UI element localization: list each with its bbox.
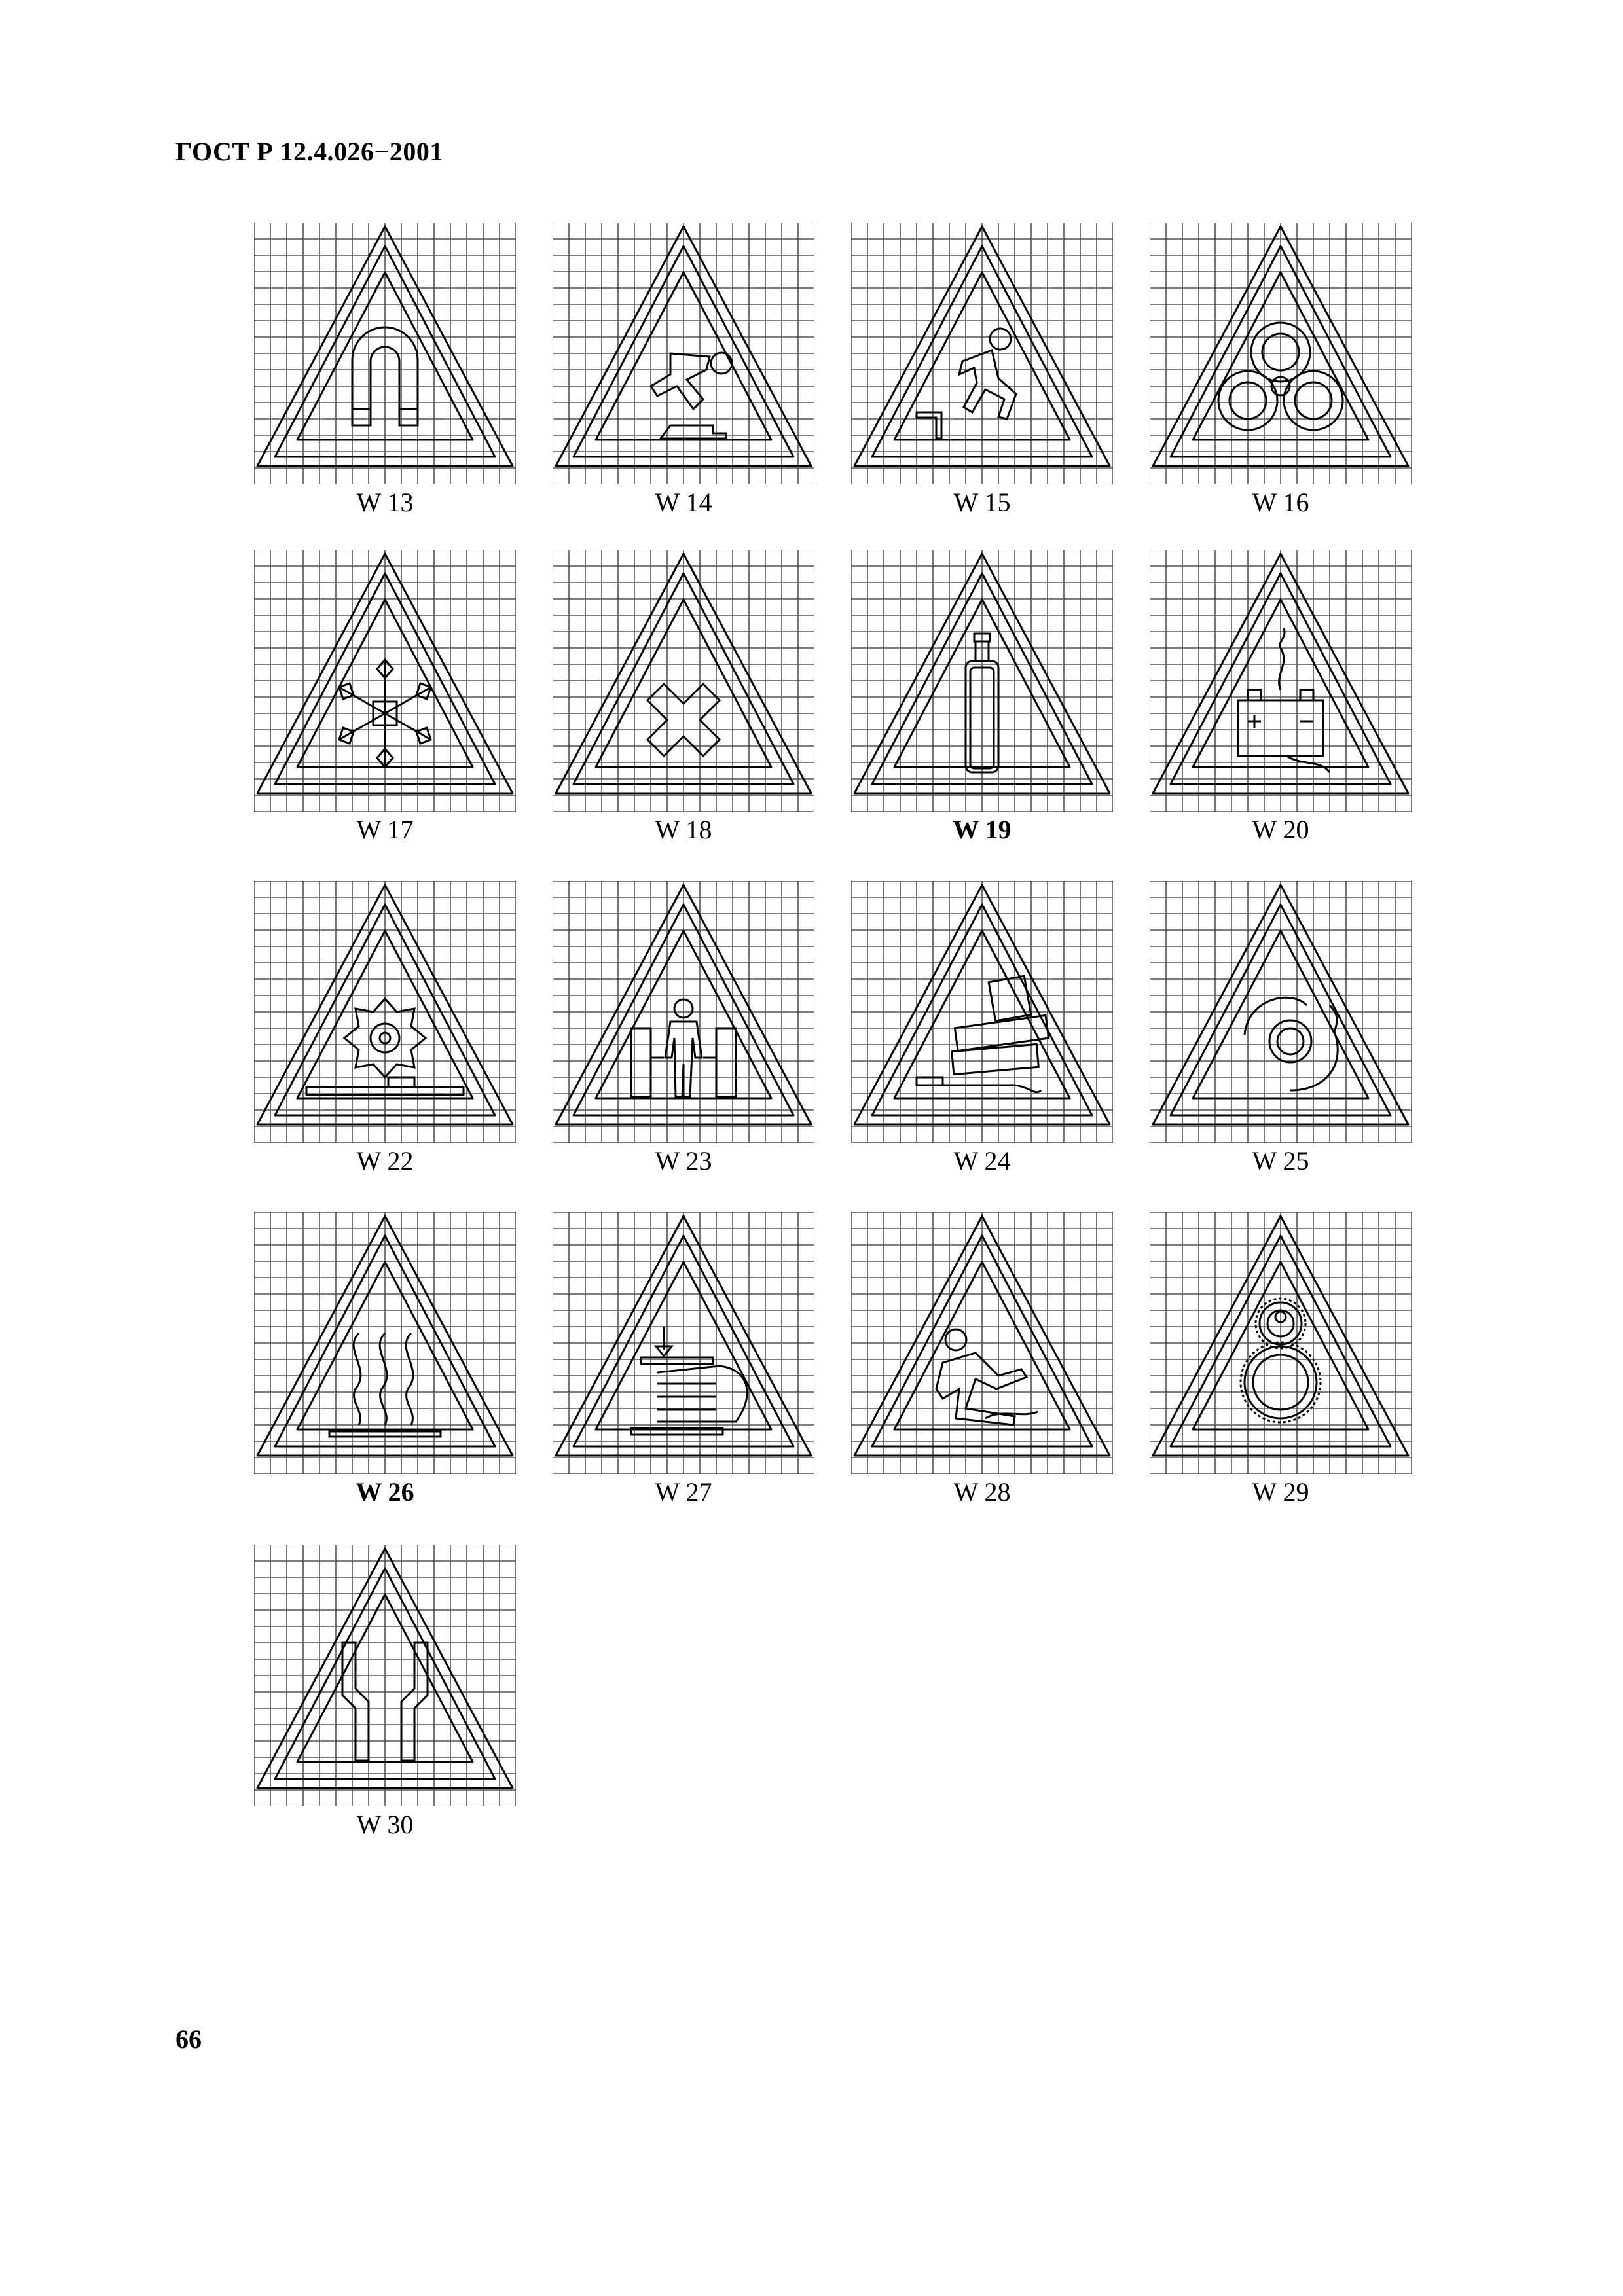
battery-icon bbox=[1150, 550, 1412, 812]
gears-entanglement-icon bbox=[1150, 1212, 1412, 1474]
fall-hazard-icon bbox=[851, 223, 1113, 484]
sign-code-label: W 27 bbox=[655, 1477, 712, 1507]
safety-sign bbox=[851, 881, 1113, 1175]
safety-sign bbox=[553, 223, 814, 517]
safety-sign bbox=[254, 550, 516, 844]
safety-sign bbox=[254, 881, 516, 1175]
crushing-person-icon bbox=[553, 881, 814, 1143]
overturning-machine-icon bbox=[851, 881, 1113, 1143]
sign-code-label: W 29 bbox=[1252, 1477, 1309, 1507]
sign-code-label: W 19 bbox=[953, 815, 1012, 844]
safety-sign bbox=[254, 1545, 516, 1839]
sign-code-label: W 23 bbox=[655, 1146, 712, 1175]
harmful-substance-cross-icon bbox=[553, 550, 814, 812]
sign-code-label: W 28 bbox=[953, 1477, 1011, 1507]
snowflake-icon bbox=[254, 550, 516, 812]
circular-saw-icon bbox=[254, 881, 516, 1143]
safety-sign bbox=[553, 1212, 814, 1507]
sign-code-label: W 17 bbox=[356, 815, 414, 844]
gas-cylinder-icon bbox=[851, 550, 1113, 812]
narrowing-passage-icon bbox=[254, 1545, 516, 1806]
safety-sign bbox=[553, 881, 814, 1175]
safety-sign bbox=[254, 223, 516, 517]
sign-code-label: W 24 bbox=[953, 1146, 1011, 1175]
safety-sign bbox=[1150, 881, 1412, 1175]
slippery-surface-icon bbox=[851, 1212, 1113, 1474]
safety-sign bbox=[851, 550, 1113, 844]
safety-sign bbox=[851, 223, 1113, 517]
sign-code-label: W 16 bbox=[1252, 488, 1309, 517]
magnet-icon bbox=[254, 223, 516, 484]
safety-sign bbox=[553, 550, 814, 844]
trip-hazard-icon bbox=[553, 223, 814, 484]
sign-code-label: W 15 bbox=[953, 488, 1011, 517]
page-number: 66 bbox=[175, 2024, 202, 2054]
document-header: ГОСТ Р 12.4.026−2001 bbox=[175, 137, 443, 166]
safety-sign bbox=[1150, 223, 1412, 517]
sign-code-label: W 22 bbox=[356, 1146, 414, 1175]
automatic-start-icon bbox=[1150, 881, 1412, 1143]
safety-sign bbox=[1150, 550, 1412, 844]
safety-sign bbox=[1150, 1212, 1412, 1507]
sign-code-label: W 26 bbox=[356, 1477, 414, 1507]
sign-code-label: W 14 bbox=[655, 488, 712, 517]
sign-code-label: W 13 bbox=[356, 488, 414, 517]
hot-surface-icon bbox=[254, 1212, 516, 1474]
crushed-hand-icon bbox=[553, 1212, 814, 1474]
sign-code-label: W 18 bbox=[655, 815, 712, 844]
sign-code-label: W 25 bbox=[1252, 1146, 1309, 1175]
safety-sign bbox=[254, 1212, 516, 1507]
safety-sign bbox=[851, 1212, 1113, 1507]
sign-code-label: W 20 bbox=[1252, 815, 1309, 844]
biohazard-icon bbox=[1150, 223, 1412, 484]
sign-code-label: W 30 bbox=[356, 1810, 414, 1839]
